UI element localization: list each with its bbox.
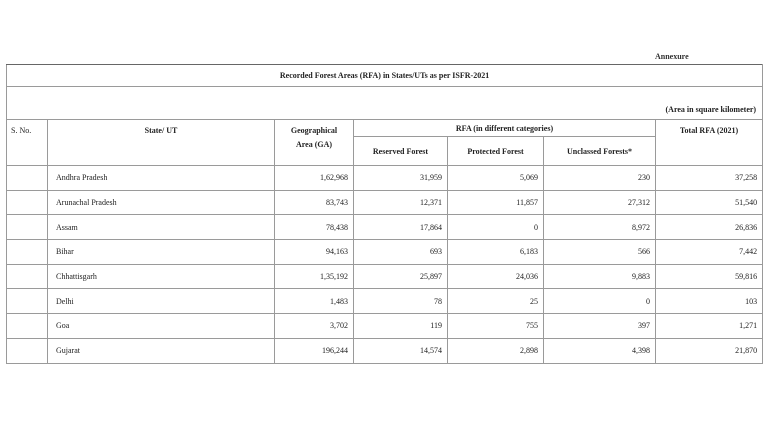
table-row [7,264,763,289]
table-row [7,215,763,240]
cell-ga: 94,163 [275,240,354,265]
cell-reserved: 119 [354,314,448,339]
cell-protected: 755 [448,314,544,339]
cell-ga: 78,438 [275,215,354,240]
cell-total: 1,271 [656,314,763,339]
cell-state: Andhra Pradesh [48,166,275,191]
table-row [7,314,763,339]
cell-unclassed: 8,972 [544,215,656,240]
header-rfa-group: RFA (in different categories) [354,120,656,137]
forest-area-table [6,64,763,364]
cell-ga: 83,743 [275,190,354,215]
header-state: State/ UT [48,120,275,166]
header-ga-line1: Geographical [290,126,338,135]
cell-ga: 1,35,192 [275,264,354,289]
cell-unclassed: 397 [544,314,656,339]
cell-total: 51,540 [656,190,763,215]
cell-total: 26,836 [656,215,763,240]
cell-state: Bihar [48,240,275,265]
cell-state: Goa [48,314,275,339]
cell-total: 7,442 [656,240,763,265]
cell-state: Arunachal Pradesh [48,190,275,215]
header-unclassed: Unclassed Forests* [544,137,656,166]
cell-reserved: 31,959 [354,166,448,191]
table-row [7,190,763,215]
cell-state: Assam [48,215,275,240]
cell-reserved: 693 [354,240,448,265]
header-protected: Protected Forest [448,137,544,166]
cell-protected: 11,857 [448,190,544,215]
cell-total: 37,258 [656,166,763,191]
cell-reserved: 12,371 [354,190,448,215]
cell-unclassed: 4,398 [544,338,656,363]
cell-sno [7,338,48,363]
table-row [7,166,763,191]
cell-ga: 1,483 [275,289,354,314]
cell-reserved: 17,864 [354,215,448,240]
table-title: Recorded Forest Areas (RFA) in States/UTs as per ISFR-2021 [7,65,763,87]
cell-protected: 24,036 [448,264,544,289]
cell-total: 103 [656,289,763,314]
cell-unclassed: 27,312 [544,190,656,215]
cell-protected: 2,898 [448,338,544,363]
cell-sno [7,289,48,314]
table-row [7,289,763,314]
annexure-label: Annexure [655,52,689,61]
cell-sno [7,264,48,289]
cell-sno [7,215,48,240]
cell-protected: 6,183 [448,240,544,265]
cell-protected: 0 [448,215,544,240]
cell-unclassed: 230 [544,166,656,191]
cell-ga: 1,62,968 [275,166,354,191]
cell-unclassed: 0 [544,289,656,314]
cell-state: Delhi [48,289,275,314]
unit-note: (Area in square kilometer) [7,87,763,120]
cell-ga: 196,244 [275,338,354,363]
cell-protected: 5,069 [448,166,544,191]
header-reserved: Reserved Forest [354,137,448,166]
cell-sno [7,314,48,339]
header-ga-line2: Area (GA) [295,140,333,149]
cell-state: Gujarat [48,338,275,363]
header-total: Total RFA (2021) [656,120,763,166]
cell-unclassed: 566 [544,240,656,265]
cell-protected: 25 [448,289,544,314]
cell-reserved: 14,574 [354,338,448,363]
cell-total: 21,870 [656,338,763,363]
cell-state: Chhattisgarh [48,264,275,289]
cell-sno [7,190,48,215]
cell-sno [7,166,48,191]
header-sno: S. No. [7,120,48,166]
cell-ga: 3,702 [275,314,354,339]
cell-sno [7,240,48,265]
cell-reserved: 78 [354,289,448,314]
header-geographical-area [275,120,354,166]
cell-unclassed: 9,883 [544,264,656,289]
cell-reserved: 25,897 [354,264,448,289]
table-body [7,166,763,364]
table-row [7,338,763,363]
table-row [7,240,763,265]
cell-total: 59,816 [656,264,763,289]
